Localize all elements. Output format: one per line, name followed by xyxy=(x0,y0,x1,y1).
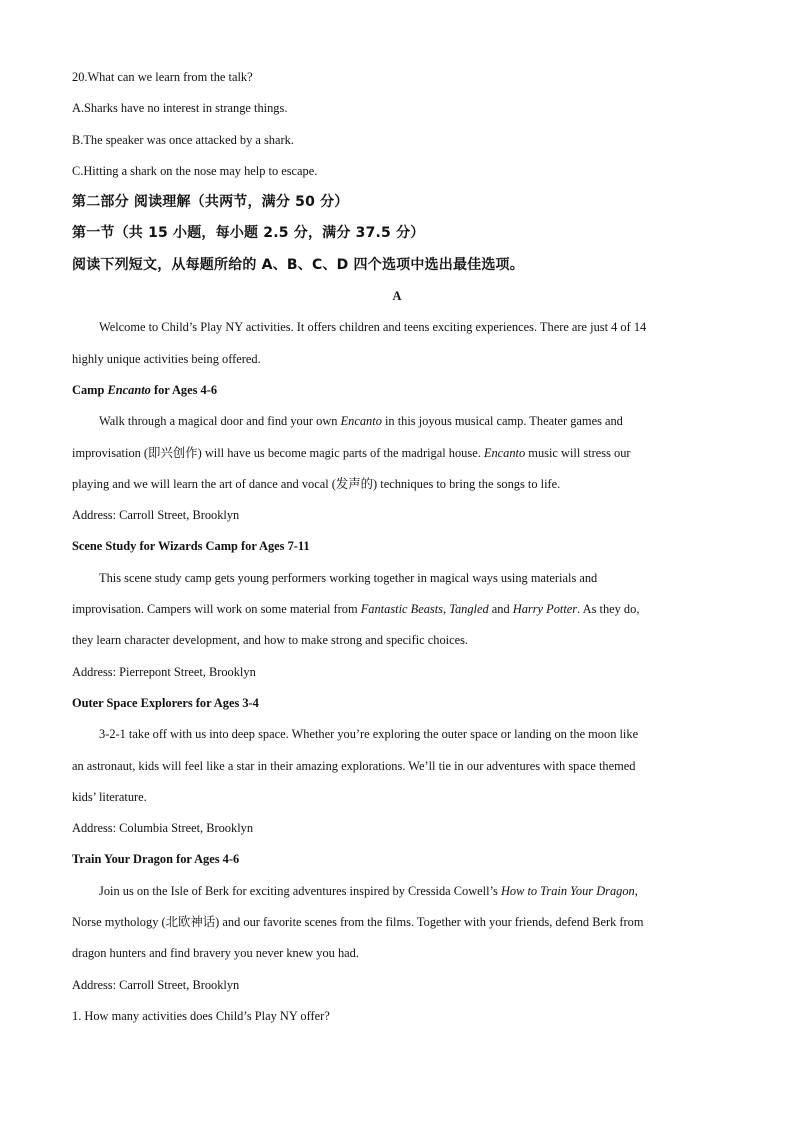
camp-dragon-line-2: Norse mythology (北欧神话) and our favorite scenes from the films. Together with your friends, defend Berk from xyxy=(72,915,644,930)
text: improvisation. Campers will work on some material from xyxy=(72,602,361,617)
italic-text: Tangled xyxy=(449,602,489,617)
title-italic: Encanto xyxy=(107,382,151,397)
instruction: 阅读下列短文，从每题所给的 A、B、C、D 四个选项中选出最佳选项。 xyxy=(72,256,524,273)
camp-encanto-title xyxy=(72,375,722,406)
camp-wizards-line-1: This scene study camp gets young performers working together in magical ways using materials and xyxy=(99,570,598,585)
passage-label: A xyxy=(392,289,402,304)
camp-dragon-address: Address: Carroll Street, Brooklyn xyxy=(72,977,240,992)
italic-text: Harry Potter xyxy=(512,602,578,617)
text: , xyxy=(442,602,450,617)
question-20-option-a: A.Sharks have no interest in strange things. xyxy=(72,101,288,116)
camp-encanto-line-2 xyxy=(72,438,722,469)
camp-wizards-address: Address: Pierrepont Street, Brooklyn xyxy=(72,664,256,679)
camp-space-line-2: an astronaut, kids will feel like a star in their amazing explorations. We’ll tie in our adventures with space themed xyxy=(72,758,636,773)
text: Join us on the Isle of Berk for exciting adventures inspired by Cressida Cowell’s xyxy=(99,883,501,898)
text: , xyxy=(634,883,638,898)
text: in this joyous musical camp. Theater games and xyxy=(381,414,623,429)
text: improvisation (即兴创作) will have us become magic parts of the madrigal house. xyxy=(72,445,484,460)
camp-encanto-line-1 xyxy=(72,406,722,437)
subsection-heading: 第一节（共 15 小题，每小题 2.5 分，满分 37.5 分） xyxy=(72,225,425,242)
question-20-option-c: C.Hitting a shark on the nose may help to escape. xyxy=(72,163,318,178)
document-page xyxy=(72,62,722,1032)
camp-dragon-title: Train Your Dragon for Ages 4-6 xyxy=(72,852,240,867)
question-1-stem: 1. How many activities does Child’s Play NY offer? xyxy=(72,1008,330,1023)
text: . As they do, xyxy=(577,602,640,617)
camp-dragon-line-1 xyxy=(72,876,722,907)
camp-dragon-line-3: dragon hunters and find bravery you never knew you had. xyxy=(72,946,359,961)
camp-encanto-address: Address: Carroll Street, Brooklyn xyxy=(72,508,240,523)
intro-line-1: Welcome to Child’s Play NY activities. It offers children and teens exciting experiences. There are just 4 of 14 xyxy=(99,320,647,335)
title-text: Camp xyxy=(72,382,108,397)
camp-wizards-line-2 xyxy=(72,594,722,625)
title-text: for Ages 4-6 xyxy=(150,382,218,397)
camp-wizards-line-3: they learn character development, and how to make strong and specific choices. xyxy=(72,633,468,648)
italic-text: Encanto xyxy=(483,445,526,460)
question-20-option-b: B.The speaker was once attacked by a shark. xyxy=(72,132,294,147)
italic-text: How to Train Your Dragon xyxy=(500,883,635,898)
question-20-stem: 20.What can we learn from the talk? xyxy=(72,70,253,84)
camp-encanto-line-3: playing and we will learn the art of dance and vocal (发声的) techniques to bring the songs to life. xyxy=(72,476,561,491)
intro-line-2: highly unique activities being offered. xyxy=(72,351,261,366)
italic-text: Fantastic Beasts xyxy=(360,602,443,617)
camp-space-address: Address: Columbia Street, Brooklyn xyxy=(72,821,254,836)
text: and xyxy=(488,602,513,617)
part-heading: 第二部分 阅读理解（共两节，满分 50 分） xyxy=(72,194,349,211)
camp-space-title: Outer Space Explorers for Ages 3-4 xyxy=(72,695,259,710)
camp-wizards-title: Scene Study for Wizards Camp for Ages 7-11 xyxy=(72,539,310,554)
camp-space-line-3: kids’ literature. xyxy=(72,789,147,804)
text: Walk through a magical door and find your own xyxy=(99,414,341,429)
italic-text: Encanto xyxy=(340,414,382,429)
text: music will stress our xyxy=(525,445,631,460)
camp-space-line-1: 3-2-1 take off with us into deep space. Whether you’re exploring the outer space or landing on the moon like xyxy=(99,727,639,742)
